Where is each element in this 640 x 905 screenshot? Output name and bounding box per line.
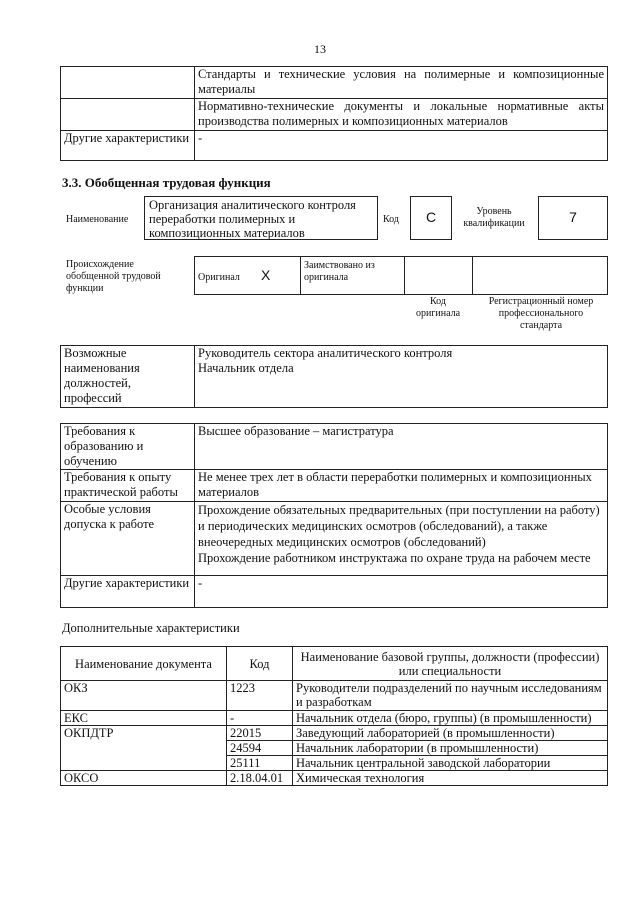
table-row [61, 470, 608, 502]
row-5-name: Начальник центральной заводской лаборатории [293, 756, 608, 771]
header-name: Наименование базовой группы, должности (профессии) или специальности [293, 647, 608, 681]
row-2-code: - [227, 711, 293, 726]
req-other-label: Другие характеристики [61, 576, 195, 608]
top-row-3-label: Другие характеристики [61, 131, 195, 161]
table-row [61, 576, 608, 608]
req-education-label: Требования к образованию и обучению [61, 424, 195, 470]
req-education-value: Высшее образование – магистратура [195, 424, 608, 470]
name-value-box [144, 196, 378, 240]
original-mark: X [261, 266, 271, 283]
top-row-2-label [61, 99, 195, 131]
top-row-1-label [61, 67, 195, 99]
positions-table [60, 345, 608, 408]
table-header-row [61, 647, 608, 681]
row-6-code: 2.18.04.01 [227, 771, 293, 786]
reg-number-cell [473, 257, 608, 295]
header-doc: Наименование документа [61, 647, 227, 681]
additional-table [60, 646, 608, 786]
name-value: Организация аналитического контроля переработки полимерных и композиционных материалов [149, 198, 356, 240]
top-row-2-value: Нормативно-технические документы и локальные нормативные акты производства полимерных и композиционных материалов [195, 99, 608, 131]
page-number: 13 [314, 42, 326, 56]
position-1: Руководитель сектора аналитического контроля [198, 346, 453, 360]
origin-table [194, 256, 608, 295]
positions-label: Возможные наименования должностей, профессий [61, 346, 195, 408]
code-value-box [410, 196, 452, 240]
row-4-code: 24594 [227, 741, 293, 756]
code-original-cell [405, 257, 473, 295]
reg-number-label: Регистрационный номер профессионального стандарта [488, 296, 594, 331]
table-row [61, 131, 608, 161]
name-label: Наименование [66, 214, 129, 225]
row-2-doc: ЕКС [61, 711, 227, 726]
row-6-name: Химическая технология [293, 771, 608, 786]
code-label: Код [383, 214, 399, 225]
row-1-doc: ОКЗ [61, 681, 227, 711]
table-row [61, 424, 608, 470]
top-table [60, 66, 608, 161]
table-row [61, 771, 608, 786]
table-row [61, 99, 608, 131]
req-special-line-2: Прохождение работником инструктажа по охране труда на рабочем месте [198, 551, 591, 565]
row-3-doc: ОКПДТР [61, 726, 227, 771]
req-experience-value: Не менее трех лет в области переработки полимерных и композиционных материалов [195, 470, 608, 502]
original-label: Оригинал [198, 271, 240, 283]
table-row [61, 726, 608, 741]
req-special-line-1: Прохождение обязательных предварительных (при поступлении на работу) и периодических медицинских осмотров (обследований), а также внеочередных медицинских осмотров (обследований) [198, 503, 600, 549]
row-4-name: Начальник лаборатории (в промышленности) [293, 741, 608, 756]
level-label: Уровень квалификации [463, 206, 525, 229]
level-value: 7 [569, 209, 577, 225]
row-6-doc: ОКСО [61, 771, 227, 786]
row-3-name: Заведующий лабораторией (в промышленности) [293, 726, 608, 741]
row-5-code: 25111 [227, 756, 293, 771]
table-row [61, 67, 608, 99]
top-row-3-value: - [195, 131, 608, 161]
table-row [61, 681, 608, 711]
req-experience-label: Требования к опыту практической работы [61, 470, 195, 502]
req-special-label: Особые условия допуска к работе [61, 502, 195, 576]
section-title: 3.3. Обобщенная трудовая функция [62, 175, 271, 190]
table-row [61, 502, 608, 576]
requirements-table [60, 423, 608, 608]
header-code: Код [227, 647, 293, 681]
row-3-code: 22015 [227, 726, 293, 741]
row-2-name: Начальник отдела (бюро, группы) (в промышленности) [293, 711, 608, 726]
position-2: Начальник отдела [198, 361, 294, 375]
row-1-code: 1223 [227, 681, 293, 711]
row-1-name: Руководители подразделений по научным исследованиям и разработкам [293, 681, 608, 711]
code-value: C [425, 209, 437, 225]
origin-label: Происхождение обобщенной трудовой функции [66, 259, 161, 294]
borrowed-label: Заимствовано из оригинала [301, 257, 405, 295]
additional-title: Дополнительные характеристики [62, 621, 240, 635]
req-other-value: - [195, 576, 608, 608]
positions-values [195, 346, 608, 408]
level-value-box [538, 196, 608, 240]
table-row [61, 711, 608, 726]
top-row-1-value: Стандарты и технические условия на полимерные и композиционные материалы [195, 67, 608, 99]
original-cell [195, 257, 301, 295]
code-original-label: Код оригинала [415, 296, 461, 319]
req-special-values [195, 502, 608, 576]
